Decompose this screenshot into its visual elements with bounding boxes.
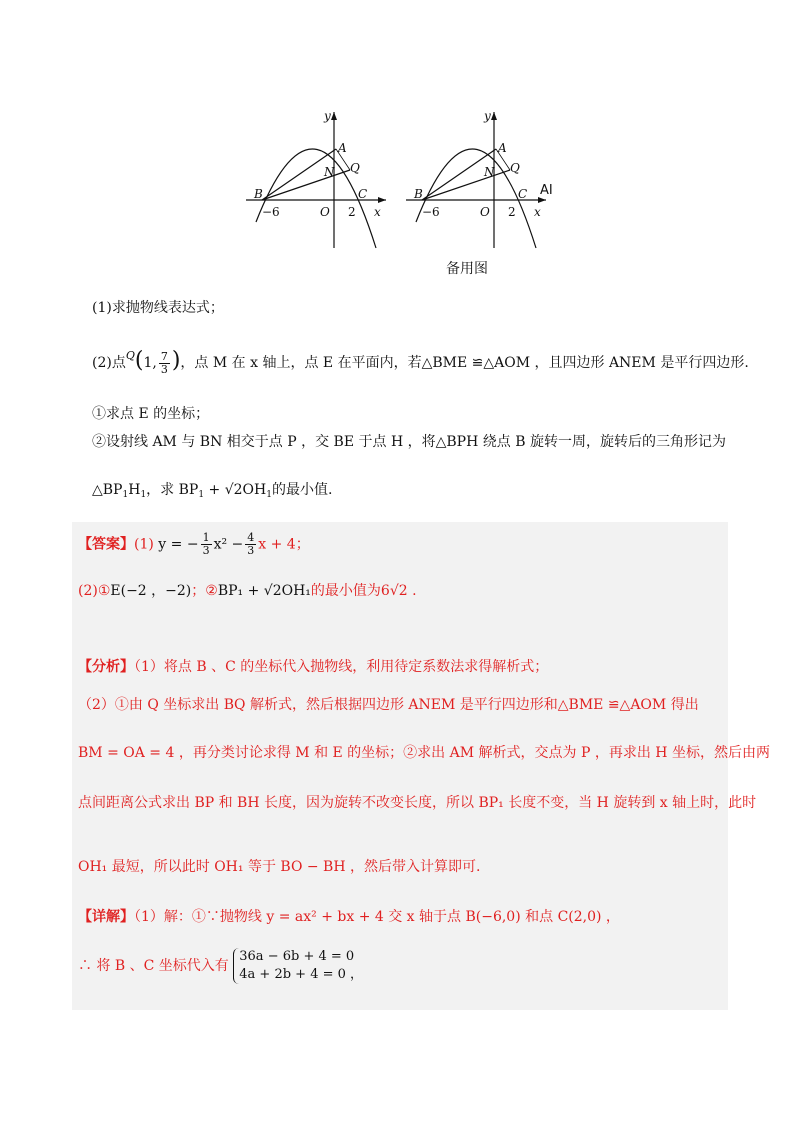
- question-sub1: ①求点 E 的坐标；: [92, 406, 210, 422]
- analysis-line4: 点间距离公式求出 BP 和 BH 长度，因为旋转不改变长度，所以 BP₁ 长度不变，当 H 旋转到 x 轴上时，此时: [78, 795, 757, 811]
- answer-a2: (2)①: [78, 583, 111, 599]
- detail-tag: 【详解】: [78, 909, 134, 925]
- answer-f1-num: 1: [202, 531, 210, 544]
- answer-a1-end: x + 4；: [258, 536, 310, 553]
- label-two: 2: [348, 205, 356, 219]
- analysis-line2: （2）①由 Q 坐标求出 BQ 解析式，然后根据四边形 ANEM 是平行四边形和△BME ≌△AOM 得出: [78, 697, 699, 713]
- label-B-2: B: [414, 187, 423, 201]
- answer-line2: [78, 580, 417, 602]
- label-y: y: [324, 109, 331, 123]
- answer-a2-mid: ；②: [191, 583, 218, 599]
- figure-caption: 备用图: [446, 261, 488, 277]
- figure-backup: [406, 112, 546, 248]
- parabola-figures: [238, 104, 558, 284]
- q2-frac: [159, 351, 170, 376]
- label-y-2: y: [484, 109, 491, 123]
- q3-b: H: [128, 482, 141, 498]
- q2-prefix: (2)点: [92, 355, 126, 371]
- detail-l2-prefix: ∴ 将 B 、C 坐标代入有: [78, 958, 229, 974]
- equation-1: 36a − 6b + 4 = 0: [239, 949, 355, 964]
- label-Q: Q: [350, 161, 360, 175]
- q3-e: 的最小值.: [271, 482, 333, 498]
- equation-system: [233, 948, 363, 984]
- answer-a2-end: 的最小值为6√2 .: [310, 583, 417, 599]
- label-neg6-2: −6: [422, 205, 440, 219]
- label-A: A: [338, 141, 347, 155]
- line-BQ: [262, 170, 350, 200]
- analysis-l1: （1）将点 B 、C 的坐标代入抛物线，利用待定系数法求得解析式；: [134, 659, 549, 675]
- analysis-line3: BM = OA = 4 ，再分类讨论求得 M 和 E 的坐标；②求出 AM 解析式，交点为 P ，再求出 H 坐标，然后由两: [78, 745, 770, 761]
- label-C-2: C: [518, 187, 528, 201]
- answer-f2-num: 4: [247, 531, 255, 544]
- answer-a2-E: E(−2 ，−2): [110, 583, 192, 599]
- label-N: N: [324, 165, 335, 179]
- detail-line2: [78, 948, 363, 984]
- answer-f2-den: 3: [247, 544, 255, 557]
- question-part2: (2)点$^Q$(1, $\frac{7}{3}$ )，点 M 在 x 轴上，点 E 在平面内，若△BME ≌△AOM ，且四边形 ANEM 是平行四边形.: [92, 348, 749, 376]
- detail-l1: （1）解：①∵抛物线 y = ax² + bx + 4 交 x 轴于点 B(−6,0) 和点 C(2,0) ，: [134, 909, 620, 925]
- answer-a1-prefix: (1): [134, 536, 154, 553]
- q3-a: △BP: [92, 482, 123, 498]
- question-part1: (1)求抛物线表达式；: [92, 300, 224, 316]
- question-sub3: $\triangle BP_1H_1$，求 $BP_1 + √2OH_1$的最小值.: [92, 482, 333, 500]
- q2-frac-num: 7: [160, 349, 168, 363]
- label-N-2: N: [484, 165, 495, 179]
- label-two-2: 2: [508, 205, 516, 219]
- label-B: B: [254, 187, 263, 201]
- answer-a1-mid: x² −: [213, 536, 244, 553]
- equation-2: 4a + 2b + 4 = 0 ，: [239, 967, 364, 982]
- label-C: C: [358, 187, 368, 201]
- q2-one: 1,: [143, 355, 157, 371]
- answer-a2-expr: BP₁ + √2OH₁: [217, 583, 311, 599]
- analysis-line5: OH₁ 最短，所以此时 OH₁ 等于 BO − BH ，然后带入计算即可.: [78, 859, 481, 875]
- label-O-2: O: [480, 205, 490, 219]
- q3-d: + √2OH: [204, 482, 267, 498]
- label-x: x: [374, 205, 381, 219]
- answer-a1-expr: y = −: [158, 536, 199, 553]
- label-x-2: x: [534, 205, 541, 219]
- answer-f1-den: 3: [202, 544, 210, 557]
- ai-mark: AI: [540, 183, 553, 198]
- figure-main: [246, 112, 386, 248]
- label-Q-2: Q: [510, 161, 520, 175]
- analysis-tag: 【分析】: [78, 659, 134, 675]
- q2-frac-den: 3: [160, 362, 168, 376]
- detail-line1: [78, 906, 620, 928]
- q3-c: ，求 BP: [146, 482, 199, 498]
- answer-tag: 【答案】: [78, 536, 134, 553]
- q2-Q: Q: [125, 349, 135, 362]
- label-O: O: [320, 205, 330, 219]
- label-neg6: −6: [262, 205, 280, 219]
- answer-line1: [78, 532, 310, 557]
- question-sub2: ②设射线 AM 与 BN 相交于点 P ，交 BE 于点 H ，将△BPH 绕点 B 旋转一周，旋转后的三角形记为: [92, 434, 726, 450]
- analysis-line1: [78, 656, 548, 678]
- label-A-2: A: [498, 141, 507, 155]
- q2-rest: ，点 M 在 x 轴上，点 E 在平面内，若△BME ≌△AOM ，且四边形 ANEM 是平行四边形.: [180, 355, 749, 371]
